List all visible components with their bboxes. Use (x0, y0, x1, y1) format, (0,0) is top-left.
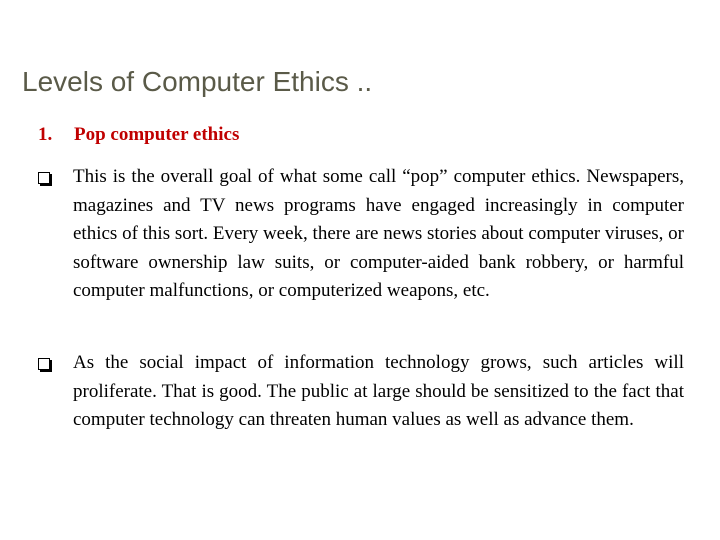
bullet-item (38, 349, 684, 435)
slide-title: Levels of Computer Ethics .. (22, 66, 373, 97)
bullet-item (38, 163, 684, 306)
subheading-number: 1. (38, 124, 53, 145)
bullet-text: This is the overall goal of what some call “pop” computer ethics. Newspapers, magazines and TV news programs have engaged increasingly in computer ethics of this sort. Every week, there are news stories about computer viruses, or software ownership law suits, or computer-aided bank robbery, or harmful computer malfunctions, or computerized weapons, etc. (73, 166, 684, 301)
square-bullet-icon (38, 172, 50, 184)
square-bullet-icon (38, 358, 50, 370)
subheading-text: Pop computer ethics (74, 124, 240, 145)
subheading (38, 124, 239, 146)
bullet-text: As the social impact of information technology grows, such articles will proliferate. That is good. The public at large should be sensitized to the fact that computer technology can threaten human values as well as advance them. (73, 352, 684, 430)
